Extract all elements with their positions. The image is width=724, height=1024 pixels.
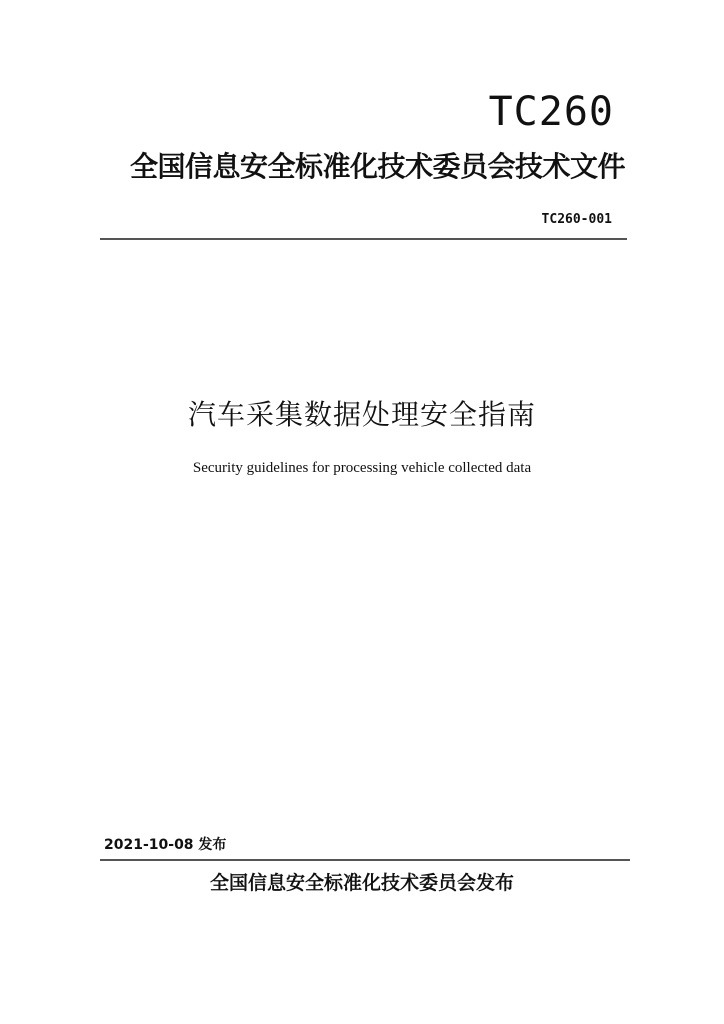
publish-date: 2021-10-08 发布	[104, 837, 227, 853]
bottom-divider	[100, 859, 630, 861]
committee-header: 全国信息安全标准化技术委员会技术文件	[130, 150, 626, 183]
publisher-name: 全国信息安全标准化技术委员会发布	[209, 872, 514, 894]
top-divider	[100, 238, 627, 240]
standard-code: TC260	[488, 89, 614, 135]
document-title-chinese: 汽车采集数据处理安全指南	[187, 398, 536, 431]
document-number: TC260-001	[541, 212, 612, 227]
document-title-english: Security guidelines for processing vehicle collected data	[192, 460, 532, 476]
